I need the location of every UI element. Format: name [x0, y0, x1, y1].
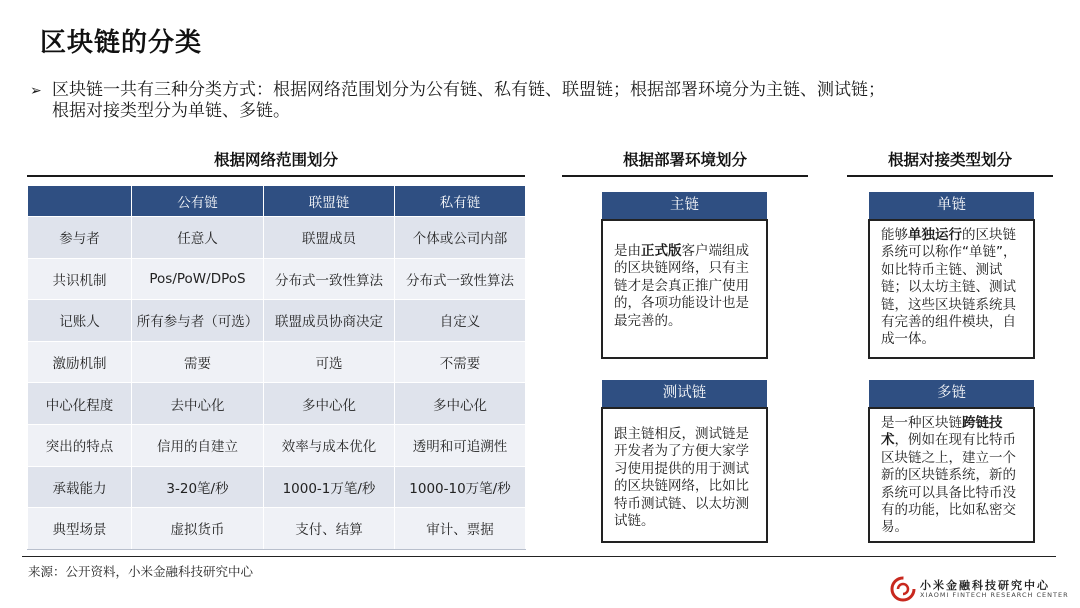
- single-chain-header: 单链: [869, 192, 1034, 219]
- org-logo-cn: 小米金融科技研究中心: [920, 579, 1050, 592]
- table-cell: 所有参与者（可选）: [132, 300, 264, 342]
- multi-chain-box: [868, 407, 1035, 543]
- deploy-section-rule: [562, 175, 808, 177]
- footer-rule: [22, 556, 1056, 557]
- table-cell: Pos/PoW/DPoS: [132, 258, 264, 300]
- table-row: [28, 424, 526, 466]
- row-label: 承载能力: [28, 466, 132, 508]
- test-chain-text: 跟主链相反，测试链是开发者为了方便大家学习使用提供的用于测试的区块链网络，比如比特币测试链、以太坊测试链。: [614, 426, 749, 530]
- row-label: 记账人: [28, 300, 132, 342]
- table-cell: 个体或公司内部: [395, 217, 526, 259]
- org-logo-en: XIAOMI FINTECH RESEARCH CENTER: [920, 591, 1069, 599]
- table-header-private: 私有链: [395, 186, 526, 217]
- docking-section-title: 根据对接类型划分: [887, 151, 1012, 169]
- intro-bullet: [30, 80, 1050, 122]
- org-logo: [890, 576, 1070, 602]
- table-row: [28, 383, 526, 425]
- intro-line-1: 区块链一共有三种分类方式：根据网络范围划分为公有链、私有链、联盟链；根据部署环境分为主链、测试链；: [52, 80, 885, 100]
- table-cell: 效率与成本优化: [264, 424, 395, 466]
- table-cell: 不需要: [395, 341, 526, 383]
- single-chain-box: [868, 219, 1035, 359]
- table-header-corner: [28, 186, 132, 217]
- table-cell: 自定义: [395, 300, 526, 342]
- table-cell: 去中心化: [132, 383, 264, 425]
- table-cell: 1000-1万笔/秒: [264, 466, 395, 508]
- table-cell: 需要: [132, 341, 264, 383]
- network-section-rule: [27, 175, 525, 177]
- table-cell: 分布式一致性算法: [264, 258, 395, 300]
- multi-chain-text: 是一种区块链跨链技术，例如在现有比特币区块链之上，建立一个新的区块链系统，新的系统可以具备比特币没有的功能，比如私密交易。: [881, 415, 1016, 536]
- table-cell: 审计、票据: [395, 508, 526, 550]
- table-cell: 联盟成员: [264, 217, 395, 259]
- intro-line-2: 根据对接类型分为单链、多链。: [52, 101, 290, 121]
- table-row: [28, 217, 526, 259]
- table-cell: 透明和可追溯性: [395, 424, 526, 466]
- row-label: 共识机制: [28, 258, 132, 300]
- bullet-arrow-icon: ➢: [30, 83, 42, 99]
- row-label: 中心化程度: [28, 383, 132, 425]
- single-chain-text: 能够单独运行的区块链系统可以称作“单链”，如比特币主链、测试链；以太坊主链、测试链，这些区块链系统具有完善的组件模块，自成一体。: [881, 227, 1017, 348]
- row-label: 突出的特点: [28, 424, 132, 466]
- test-chain-box: [601, 407, 768, 543]
- table-header-consortium: 联盟链: [264, 186, 395, 217]
- deploy-section-title: 根据部署环境划分: [622, 151, 747, 169]
- table-row: [28, 466, 526, 508]
- table-cell: 虚拟货币: [132, 508, 264, 550]
- page-title: 区块链的分类: [40, 28, 203, 58]
- table-cell: 支付、结算: [264, 508, 395, 550]
- table-cell: 信用的自建立: [132, 424, 264, 466]
- table-cell: 任意人: [132, 217, 264, 259]
- table-cell: 分布式一致性算法: [395, 258, 526, 300]
- table-cell: 3-20笔/秒: [132, 466, 264, 508]
- row-label: 参与者: [28, 217, 132, 259]
- table-row: [28, 300, 526, 342]
- table-cell: 多中心化: [264, 383, 395, 425]
- table-row: [28, 258, 526, 300]
- row-label: 激励机制: [28, 341, 132, 383]
- main-chain-header: 主链: [602, 192, 767, 219]
- main-chain-box: [601, 219, 768, 359]
- table-header-public: 公有链: [132, 186, 264, 217]
- row-label: 典型场景: [28, 508, 132, 550]
- table-header-row: [28, 186, 526, 217]
- table-cell: 联盟成员协商决定: [264, 300, 395, 342]
- source-note: 来源：公开资料，小米金融科技研究中心: [28, 564, 254, 579]
- test-chain-header: 测试链: [602, 380, 767, 407]
- table-row: [28, 508, 526, 550]
- table-cell: 可选: [264, 341, 395, 383]
- table-cell: 1000-10万笔/秒: [395, 466, 526, 508]
- org-logo-icon: [890, 576, 916, 602]
- main-chain-text: 是由正式版客户端组成的区块链网络，只有主链才是会真正推广使用的，各项功能设计也是最完善的。: [614, 243, 749, 329]
- table-row: [28, 341, 526, 383]
- table-cell: 多中心化: [395, 383, 526, 425]
- multi-chain-header: 多链: [869, 380, 1034, 407]
- docking-section-rule: [847, 175, 1053, 177]
- network-section-title: 根据网络范围划分: [213, 151, 338, 169]
- network-classification-table: [27, 185, 526, 550]
